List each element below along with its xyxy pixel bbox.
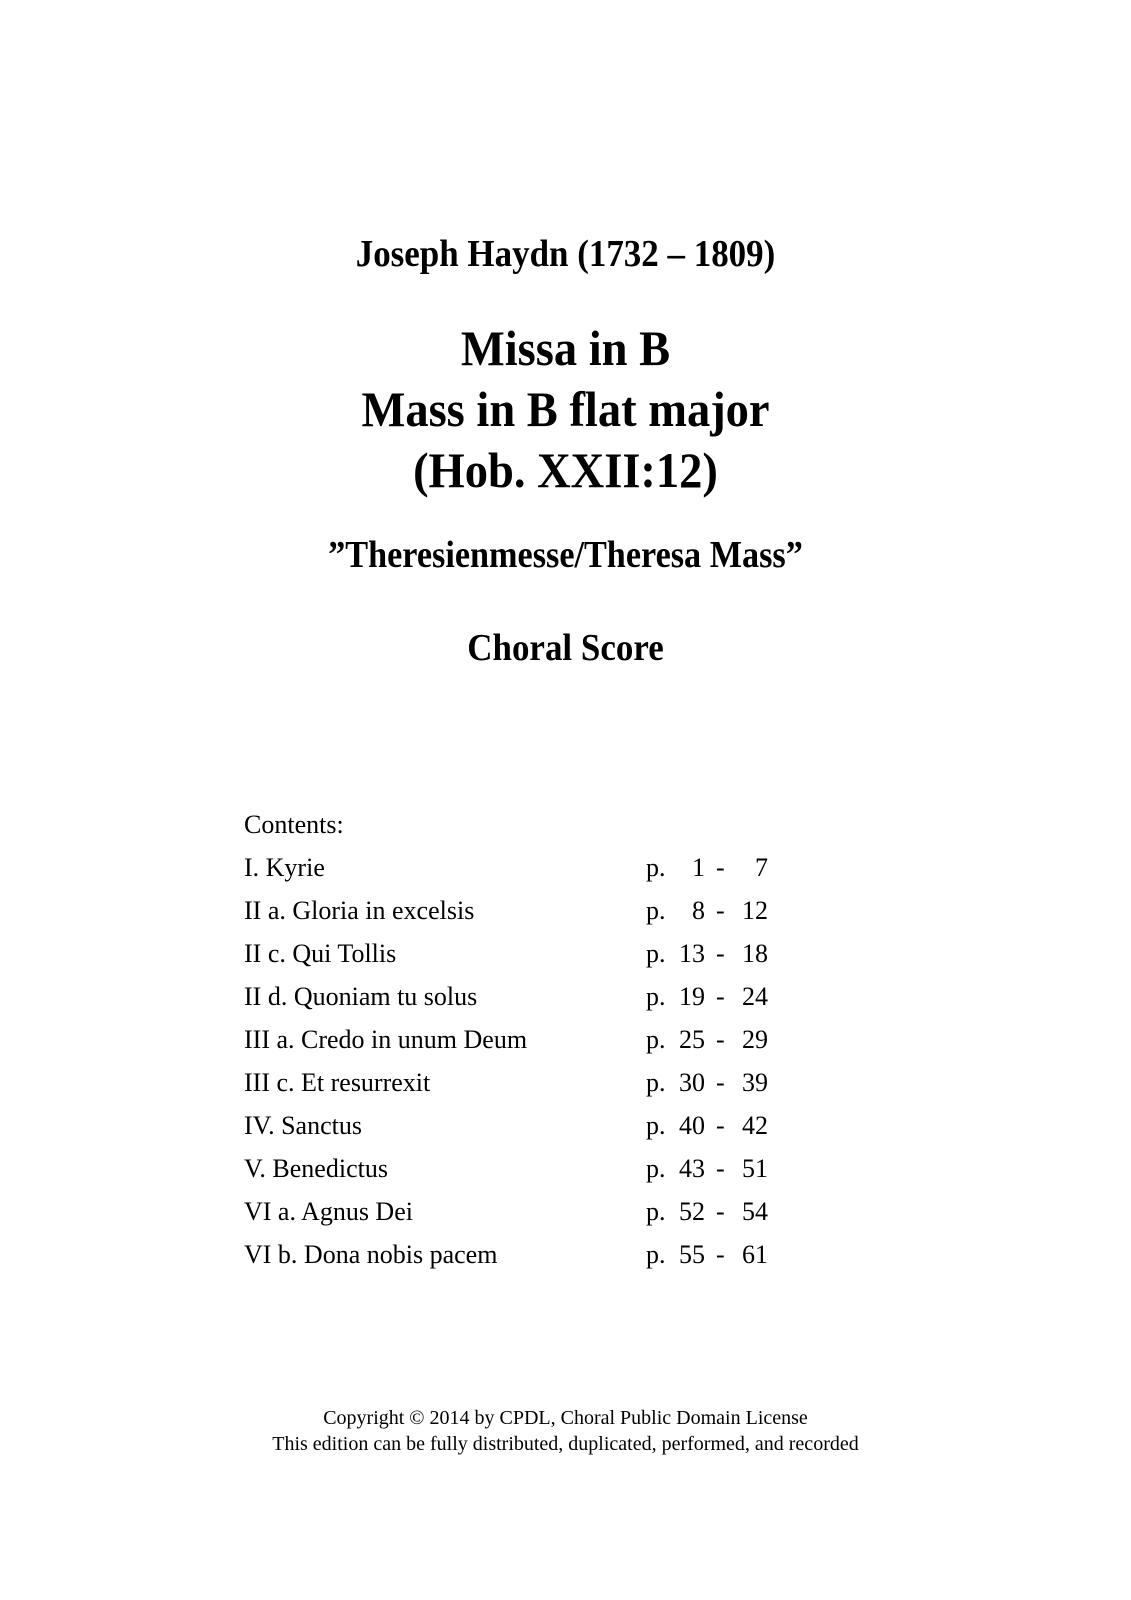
page-end: 18 [742, 939, 768, 968]
page-start: 13 [679, 939, 705, 968]
range-dash: - [716, 1025, 725, 1054]
contents-entry [244, 982, 804, 1025]
page-end: 7 [755, 853, 768, 882]
contents-entry [244, 1025, 804, 1068]
movement-title: III a. Credo in unum Deum [244, 1025, 528, 1054]
range-dash: - [716, 1197, 725, 1226]
contents-entry [244, 896, 804, 939]
movement-title: VI a. Agnus Dei [244, 1197, 413, 1226]
range-dash: - [716, 853, 725, 882]
page-prefix: p. [646, 896, 666, 925]
title-line-1: Missa in B [460, 320, 671, 376]
contents-entry [244, 1111, 804, 1154]
page-end: 24 [742, 982, 768, 1011]
movement-title: II c. Qui Tollis [244, 939, 397, 968]
page-start: 30 [679, 1068, 705, 1097]
page-start: 55 [679, 1240, 705, 1269]
movement-title: II d. Quoniam tu solus [244, 982, 478, 1011]
page-prefix: p. [646, 1154, 666, 1183]
page-prefix: p. [646, 1111, 666, 1140]
page-start: 40 [679, 1111, 705, 1140]
page-end: 12 [742, 896, 768, 925]
movement-title: IV. Sanctus [244, 1111, 362, 1140]
page-prefix: p. [646, 1025, 666, 1054]
work-title [0, 318, 1131, 501]
movement-title: III c. Et resurrexit [244, 1068, 431, 1097]
range-dash: - [716, 939, 725, 968]
contents-entry [244, 1154, 804, 1197]
page-start: 25 [679, 1025, 705, 1054]
contents-heading: Contents: [244, 810, 344, 839]
range-dash: - [716, 1154, 725, 1183]
contents-entry [244, 1068, 804, 1111]
page-end: 61 [742, 1240, 768, 1269]
page-start: 52 [679, 1197, 705, 1226]
page-start: 8 [692, 896, 705, 925]
copyright-footer [0, 1405, 1131, 1457]
contents-entry [244, 853, 804, 896]
page-end: 29 [742, 1025, 768, 1054]
score-type: Choral Score [467, 627, 664, 669]
movement-title: II a. Gloria in excelsis [244, 896, 475, 925]
page-start: 43 [679, 1154, 705, 1183]
page-prefix: p. [646, 853, 666, 882]
page-end: 42 [742, 1111, 768, 1140]
title-line-2: Mass in B flat major [361, 381, 770, 437]
title-line-3: (Hob. XXII:12) [413, 442, 718, 498]
movement-title: V. Benedictus [244, 1154, 388, 1183]
range-dash: - [716, 1068, 725, 1097]
page-prefix: p. [646, 939, 666, 968]
range-dash: - [716, 1111, 725, 1140]
page-end: 39 [742, 1068, 768, 1097]
contents-entry [244, 1240, 804, 1283]
movement-title: I. Kyrie [244, 853, 325, 882]
page-end: 51 [742, 1154, 768, 1183]
range-dash: - [716, 982, 725, 1011]
page-end: 54 [742, 1197, 768, 1226]
table-of-contents [244, 810, 804, 1283]
range-dash: - [716, 1240, 725, 1269]
page-start: 19 [679, 982, 705, 1011]
contents-list [244, 853, 804, 1283]
page-start: 1 [692, 853, 705, 882]
page-prefix: p. [646, 1240, 666, 1269]
page-prefix: p. [646, 1068, 666, 1097]
contents-entry [244, 939, 804, 982]
page-prefix: p. [646, 982, 666, 1011]
contents-entry [244, 1197, 804, 1240]
movement-title: VI b. Dona nobis pacem [244, 1240, 498, 1269]
work-subtitle: ”Theresienmesse/Theresa Mass” [328, 534, 803, 576]
composer-name: Joseph Haydn (1732 – 1809) [355, 233, 776, 275]
license-line: This edition can be fully distributed, duplicated, performed, and recorded [272, 1433, 859, 1455]
range-dash: - [716, 896, 725, 925]
page-prefix: p. [646, 1197, 666, 1226]
copyright-line: Copyright © 2014 by CPDL, Choral Public Domain License [323, 1407, 808, 1429]
